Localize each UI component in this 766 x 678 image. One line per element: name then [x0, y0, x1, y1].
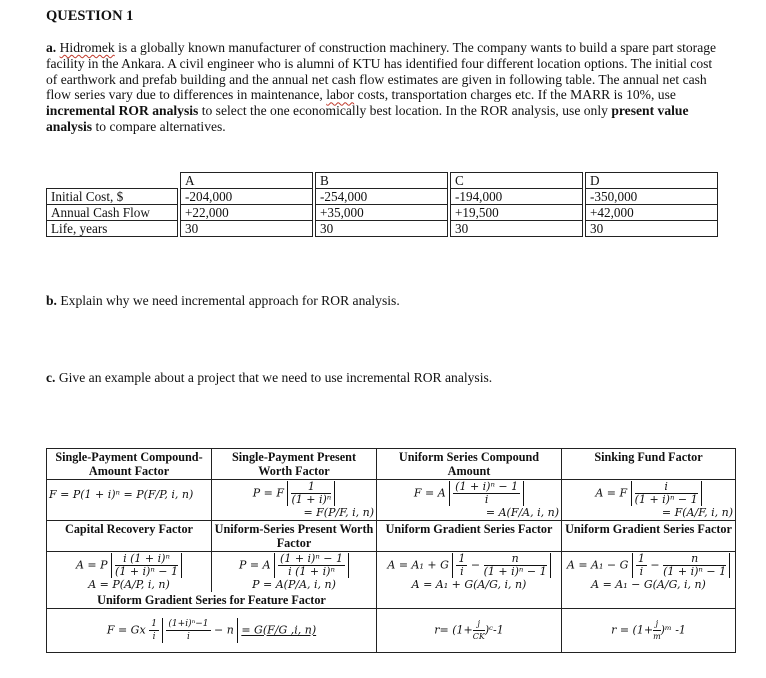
part-a-text1: is a globally known manufacturer of construction machinery. The company wants to build a spare part storage facility in the Ankara. A civil engineer who is alumni of KTU has identified four different location options. The initial cost of earthwork and prefab building and the annual net cash flow estimates are given in following table. The annual net cash flow series vary due to differences in maintenance,	[46, 40, 717, 103]
part-b	[46, 293, 400, 309]
fraction	[278, 553, 345, 578]
formula-shorthand: = A(F/A, i, n)	[485, 506, 559, 519]
uniform-compound-formula	[377, 480, 562, 521]
denominator: (1 + i)ⁿ − 1	[634, 493, 698, 506]
formula-bracket: $\frac{1}{i}$ − $\frac{n}{\text{(1 + i)ⁿ − 1}}$	[632, 553, 730, 578]
numerator: 1	[637, 552, 645, 565]
options-table	[46, 172, 718, 237]
formula-table	[46, 448, 736, 653]
denominator: i	[484, 493, 489, 506]
fraction	[453, 481, 520, 506]
fraction	[484, 553, 547, 578]
formula-row	[47, 609, 736, 653]
table-cell: 30	[586, 221, 718, 237]
formula-shorthand: P = A(P/A, i, n)	[252, 578, 336, 591]
fraction	[166, 618, 210, 643]
formula-header-row	[47, 521, 736, 552]
fraction	[473, 618, 485, 643]
formula-header: Uniform Series Compound Amount	[377, 449, 562, 480]
table-cell: -204,000	[181, 189, 313, 205]
effective-rate-formula-c	[377, 609, 562, 653]
row-label: Initial Cost, $	[47, 189, 178, 205]
formula-bracket	[631, 481, 702, 506]
formula-bracket	[449, 481, 524, 506]
option-header: D	[586, 173, 718, 189]
formula-bracket	[111, 553, 182, 578]
denominator: CK	[472, 632, 485, 641]
denominator: i (1 + i)ⁿ	[288, 565, 335, 578]
table-cell: 30	[181, 221, 313, 237]
company-name: Hidromek	[59, 40, 115, 55]
formula-lhs: F = Gx	[106, 623, 146, 637]
part-a-text3: to select the one economically best location. In the ROR analysis, use only	[198, 103, 612, 119]
denominator: (1 + i)ⁿ	[291, 493, 332, 506]
formula-tail: − n	[214, 623, 234, 637]
numerator: i	[635, 481, 698, 494]
labor-word: labor	[326, 87, 355, 103]
formula-shorthand: = F(A/F, i, n)	[661, 506, 733, 519]
denominator: (1 + i)ⁿ − 1	[115, 565, 179, 578]
formula-header: Uniform Gradient Series Factor	[562, 521, 736, 552]
fraction	[291, 481, 331, 506]
formula-header: Uniform Gradient Series Factor	[377, 521, 562, 552]
numerator: (1 + i)ⁿ − 1	[280, 552, 344, 565]
option-header: B	[316, 173, 448, 189]
part-a-bold1: incremental ROR analysis	[46, 103, 199, 119]
formula-lhs: r = (1+	[611, 623, 654, 637]
fraction	[653, 618, 661, 643]
numerator: j	[653, 618, 661, 631]
part-b-text: Explain why we need incremental approach for ROR analysis.	[56, 293, 400, 308]
formula-header: Uniform-Series Present Worth Factor	[212, 521, 377, 552]
formula-header: Single-Payment Present Worth Factor	[212, 449, 377, 480]
formula-lhs: P = F	[252, 486, 284, 500]
gradient-formula-minus	[562, 552, 736, 609]
formula-lhs: r= (1+	[434, 623, 473, 637]
formula-header: Uniform Gradient Series for Feature Factor	[47, 592, 377, 609]
part-a-bold2: present value analysis	[46, 103, 689, 134]
part-a-text2: costs, transportation charges etc. If the MARR is 10%, use	[354, 87, 676, 103]
row-label: Life, years	[47, 221, 178, 237]
formula-bracket	[162, 618, 237, 643]
denominator: i	[152, 632, 156, 642]
table-cell: +35,000	[316, 205, 448, 221]
fraction	[635, 481, 698, 506]
formula-header: Sinking Fund Factor	[562, 449, 736, 480]
numerator: (1 + i)ⁿ − 1	[455, 480, 519, 493]
formula-rhs: )ᶜ-1	[484, 623, 504, 637]
options-corner	[47, 173, 178, 189]
denominator: i	[639, 565, 644, 578]
denominator: i	[187, 632, 190, 642]
table-cell: +22,000	[181, 205, 313, 221]
formula-rhs: )ᵐ -1	[660, 623, 686, 637]
part-c-label: c.	[46, 370, 56, 385]
table-row	[47, 189, 718, 205]
formula-header: Single-Payment Compound-Amount Factor	[47, 449, 212, 480]
numerator: 1	[458, 552, 466, 565]
formula-bracket	[287, 481, 335, 506]
formula-shorthand: A = P(A/P, i, n)	[88, 578, 170, 591]
gradient-formula-plus	[377, 552, 562, 609]
part-a-text4: to compare alternatives.	[92, 118, 226, 134]
options-header-row	[47, 173, 718, 189]
sinking-fund-formula	[562, 480, 736, 521]
table-row	[47, 221, 718, 237]
formula-bracket	[274, 553, 349, 578]
denominator: (1 + i)ⁿ − 1	[663, 565, 727, 578]
denominator: i	[460, 565, 464, 578]
fraction	[663, 553, 726, 578]
present-worth-formula	[212, 480, 377, 521]
option-header: A	[181, 173, 313, 189]
formula-lhs: P = A	[238, 558, 271, 572]
numerator: i (1 + i)ⁿ	[115, 553, 178, 566]
table-cell: +19,500	[451, 205, 583, 221]
formula-lhs: A = A₁ − G	[566, 558, 629, 572]
capital-recovery-formula	[47, 552, 212, 593]
option-header: C	[451, 173, 583, 189]
row-label: Annual Cash Flow	[47, 205, 178, 221]
numerator: n	[484, 553, 547, 566]
table-cell: -350,000	[586, 189, 718, 205]
formula-header: Capital Recovery Factor	[47, 521, 212, 552]
numerator: n	[663, 553, 726, 566]
formula-lhs: A = F	[595, 486, 628, 500]
table-cell: 30	[451, 221, 583, 237]
table-row	[47, 205, 718, 221]
formula-header-row	[47, 449, 736, 480]
numerator: (1+i)ⁿ−1	[168, 619, 209, 629]
question-title: QUESTION 1	[46, 8, 134, 24]
numerator: 1	[291, 481, 331, 494]
compound-amount-formula: F = P(1 + i)ⁿ = P(F/P, i, n)	[47, 480, 212, 521]
gradient-future-formula	[47, 609, 377, 653]
fraction	[456, 553, 467, 578]
denominator: m	[653, 632, 661, 641]
formula-row	[47, 480, 736, 521]
formula-row	[47, 552, 736, 593]
formula-shorthand: A = A₁ + G(A/G, i, n)	[411, 578, 527, 591]
numerator: 1	[151, 619, 157, 629]
denominator: (1 + i)ⁿ − 1	[483, 565, 547, 578]
table-cell: 30	[316, 221, 448, 237]
table-cell: -254,000	[316, 189, 448, 205]
part-b-label: b.	[46, 293, 57, 308]
part-a-text	[46, 40, 718, 135]
formula-lhs: A = P	[75, 558, 108, 572]
fraction	[636, 553, 647, 578]
formula-shorthand: = F(P/F, i, n)	[303, 506, 374, 519]
formula-lhs: A = A₁ + G	[387, 558, 449, 572]
formula-shorthand: = G(F/G ,i, n)	[241, 623, 317, 637]
table-cell: +42,000	[586, 205, 718, 221]
numerator: j	[473, 618, 485, 631]
formula-lhs: F = A	[413, 486, 446, 500]
formula-bracket: $\frac{1}{i}$ − $\frac{n}{\text{(1 + i)ⁿ − 1}}$	[452, 553, 550, 578]
fraction	[149, 618, 159, 643]
part-a-label: a.	[46, 40, 57, 55]
fraction	[115, 553, 178, 578]
uniform-present-worth-formula	[212, 552, 377, 593]
table-cell: -194,000	[451, 189, 583, 205]
part-c	[46, 370, 492, 386]
part-c-text: Give an example about a project that we need to use incremental ROR analysis.	[55, 370, 493, 385]
effective-rate-formula-m	[562, 609, 736, 653]
formula-shorthand: A = A₁ − G(A/G, i, n)	[591, 578, 706, 591]
